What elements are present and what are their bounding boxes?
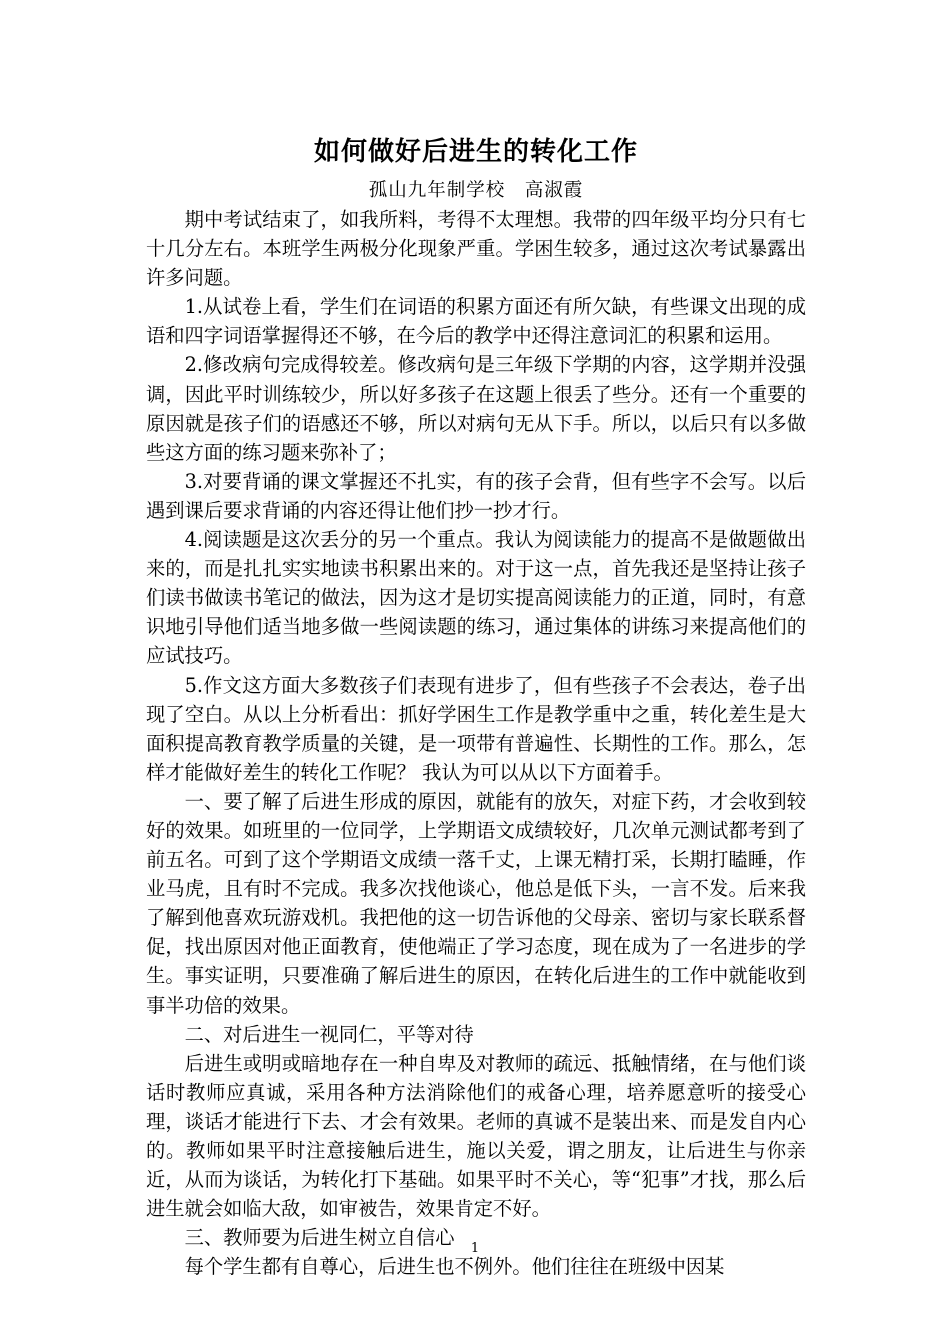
section-heading-3: 三、教师要为后进生树立自信心 (184, 1226, 455, 1250)
paragraph-point-2: 2.修改病句完成得较差。修改病句是三年级下学期的内容，这学期并没强调，因此平时训练较少，所以好多孩子在这题上很丢了些分。还有一个重要的原因就是孩子们的语感还不够，所以对病句无从下手。所以，以后只有以多做些这方面的练习题来弥补了； (146, 353, 806, 464)
paragraph-point-3: 3.对要背诵的课文掌握还不扎实，有的孩子会背，但有些字不会写。以后遇到课后要求背诵的内容还得让他们抄一抄才行。 (146, 469, 806, 522)
paragraph-point-1: 1.从试卷上看，学生们在词语的积累方面还有所欠缺，有些课文出现的成语和四字词语掌握得还不够，在今后的教学中还得注意词汇的积累和运用。 (146, 295, 806, 348)
paragraph-point-4: 4.阅读题是这次丢分的另一个重点。我认为阅读能力的提高不是做题做出来的，而是扎扎实实地读书积累出来的。对于这一点，首先我还是坚持让孩子们读书做读书笔记的做法，因为这才是切实提高阅读能力的正道，同时，有意识地引导他们适当地多做一些阅读题的练习，通过集体的讲练习来提高他们的应试技巧。 (146, 528, 806, 668)
paragraph-point-5: 5.作文这方面大多数孩子们表现有进步了，但有些孩子不会表达，卷子出现了空白。从以上分析看出：抓好学困生工作是教学重中之重，转化差生是大面积提高教育教学质量的关键，是一项带有普遍性、长期性的工作。那么，怎样才能做好差生的转化工作呢？ 我认为可以从以下方面着手。 (146, 673, 806, 784)
section-heading-2: 二、对后进生一视同仁，平等对待 (184, 1022, 474, 1046)
paragraph-section-2: 后进生或明或暗地存在一种自卑及对教师的疏远、抵触情绪，在与他们谈话时教师应真诚，采用各种方法消除他们的戒备心理，培养愿意听的接受心理，谈话才能进行下去、才会有效果。老师的真诚不是装出来、而是发自内心的。教师如果平时注意接触后进生，施以关爱，谓之朋友，让后进生与你亲近，从而为谈话，为转化打下基础。如果平时不关心，等“犯事”才找，那么后进生就会如临大敌，如审被告，效果肯定不好。 (146, 1051, 806, 1221)
paragraph-section-3: 每个学生都有自尊心，后进生也不例外。他们往往在班级中因某 (184, 1255, 725, 1279)
page-number: 1 (470, 1241, 480, 1256)
paragraph-section-1: 一、要了解了后进生形成的原因，就能有的放矢，对症下药，才会收到较好的效果。如班里的一位同学，上学期语文成绩较好，几次单元测试都考到了前五名。可到了这个学期语文成绩一落千丈，上课无精打采，长期打瞌睡，作业马虎，且有时不完成。我多次找他谈心，他总是低下头，一言不发。后来我了解到他喜欢玩游戏机。我把他的这一切告诉他的父母亲、密切与家长联系督促，找出原因对他正面教育，使他端正了学习态度，现在成为了一名进步的学生。事实证明，只要准确了解后进生的原因，在转化后进生的工作中就能收到事半功倍的效果。 (146, 789, 806, 1017)
document-title: 如何做好后进生的转化工作 (313, 137, 638, 167)
paragraph-intro: 期中考试结束了，如我所料，考得不太理想。我带的四年级平均分只有七十几分左右。本班学生两极分化现象严重。学困生较多，通过这次考试暴露出许多问题。 (146, 208, 806, 290)
document-page (146, 128, 806, 1281)
author-byline: 孤山九年制学校 高淑霞 (368, 180, 584, 201)
